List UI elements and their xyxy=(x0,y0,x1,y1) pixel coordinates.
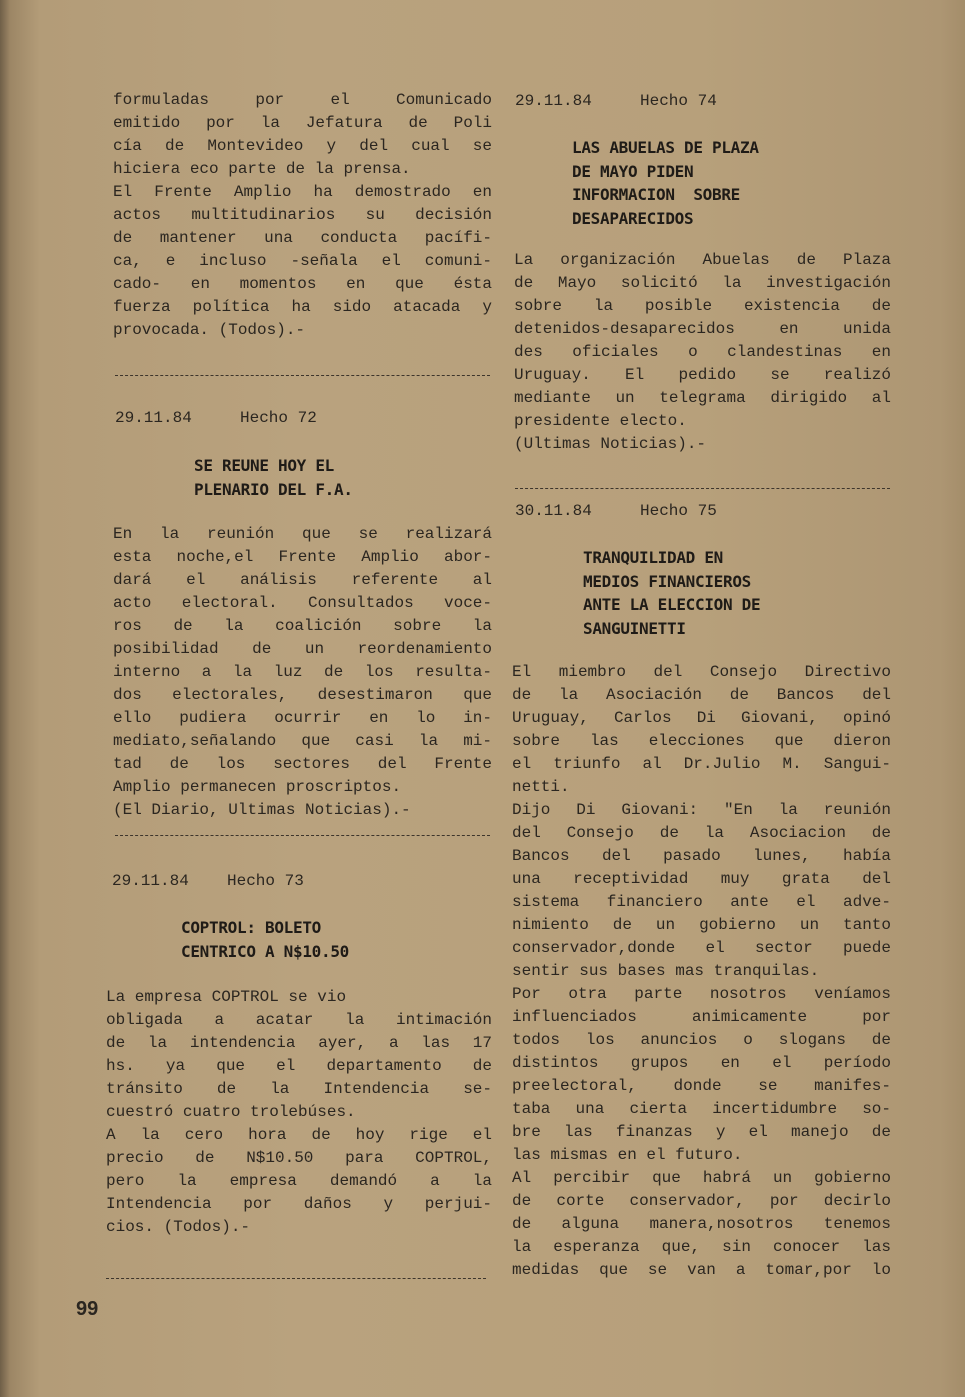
text-line: influenciados animicamente por xyxy=(512,1008,891,1026)
entry-label: Hecho 74 xyxy=(640,92,717,110)
entry-date: 29.11.84 xyxy=(112,872,189,890)
text-line: Dijo Di Giovani: "En la reunión xyxy=(512,801,891,819)
text-line: El Frente Amplio ha demostrado en xyxy=(113,183,492,201)
intro-paragraph xyxy=(113,89,492,342)
text-line: pero la empresa demandó a la xyxy=(106,1172,492,1190)
text-line: (Ultimas Noticias).- xyxy=(514,435,707,453)
entry-date: 30.11.84 xyxy=(515,502,592,520)
text-line: obligada a acatar la intimación xyxy=(106,1011,492,1029)
entry-label: Hecho 72 xyxy=(240,409,317,427)
title-line: DESAPARECIDOS xyxy=(572,208,694,228)
text-line: del Consejo de la Asociacion de xyxy=(512,824,891,842)
title-line: DE MAYO PIDEN xyxy=(572,161,694,181)
text-line: Bancos del pasado lunes, había xyxy=(512,847,891,865)
text-line: detenidos-desaparecidos en unida xyxy=(514,320,891,338)
text-line: En la reunión que se realizará xyxy=(113,525,492,543)
text-line: La organización Abuelas de Plaza xyxy=(514,251,891,269)
text-line: tránsito de la Intendencia se- xyxy=(106,1080,492,1098)
text-line: acto electoral. Consultados voce- xyxy=(113,594,492,612)
text-line: ros de la coalición sobre la xyxy=(113,617,492,635)
title-line: MEDIOS FINANCIEROS xyxy=(583,571,751,591)
text-line: A la cero hora de hoy rige el xyxy=(106,1126,492,1144)
title-line: COPTROL: BOLETO xyxy=(181,918,321,937)
text-line: mediato,señalando que casi la mi- xyxy=(113,732,492,750)
text-line: taba una cierta incertidumbre so- xyxy=(512,1100,891,1118)
entry-date: 29.11.84 xyxy=(115,409,192,427)
text-line: Uruguay. El pedido se realizó xyxy=(514,366,891,384)
text-line: una receptividad muy grata del xyxy=(512,870,891,888)
text-line: Uruguay, Carlos Di Giovani, opinó xyxy=(512,709,891,727)
text-line: medidas que se van a tomar,por lo xyxy=(512,1261,891,1279)
text-line: cios. (Todos).- xyxy=(106,1218,251,1236)
title-line: SANGUINETTI xyxy=(583,618,686,638)
text-line: de alguna manera,nosotros tenemos xyxy=(512,1215,891,1233)
entry-body xyxy=(512,661,891,1282)
entry-body xyxy=(514,249,891,456)
text-line: posibilidad de un reordenamiento xyxy=(113,640,492,658)
text-line: des oficiales o clandestinas en xyxy=(514,343,891,361)
text-line: actos multitudinarios su decisión xyxy=(113,206,492,224)
text-line: las mismas en el futuro. xyxy=(512,1146,743,1164)
text-line: hs. ya que el departamento de xyxy=(106,1057,492,1075)
title-line: PLENARIO DEL F.A. xyxy=(194,479,353,499)
entry-title xyxy=(583,546,760,640)
entry-body xyxy=(113,523,492,822)
divider xyxy=(106,1278,486,1279)
text-line: Por otra parte nosotros veníamos xyxy=(512,985,891,1003)
text-line: cado- en momentos en que ésta xyxy=(113,275,492,293)
text-line: La empresa COPTROL se vio xyxy=(106,988,347,1006)
text-line: emitido por la Jefatura de Poli xyxy=(113,114,492,132)
entry-label: Hecho 75 xyxy=(640,502,717,520)
title-line: TRANQUILIDAD EN xyxy=(583,548,723,567)
text-line: distintos grupos en el período xyxy=(512,1054,891,1072)
text-line: dos electorales, desestimaron que xyxy=(113,686,492,704)
text-line: hiciera eco parte de la prensa. xyxy=(113,160,411,178)
text-line: ello pudiera ocurrir en lo in- xyxy=(113,709,492,727)
text-line: Amplio permanecen proscriptos. xyxy=(113,778,402,796)
text-line: de la intendencia ayer, a las 17 xyxy=(106,1034,492,1052)
text-line: la esperanza que, sin conocer las xyxy=(512,1238,891,1256)
text-line: tad de los sectores del Frente xyxy=(113,755,492,773)
entry-title xyxy=(181,916,349,963)
title-line: ANTE LA ELECCION DE xyxy=(583,595,761,614)
text-line: sobre las elecciones que dieron xyxy=(512,732,891,750)
divider xyxy=(515,488,890,489)
text-line: el triunfo al Dr.Julio M. Sangui- xyxy=(512,755,891,773)
text-line: Al percibir que habrá un gobierno xyxy=(512,1169,891,1187)
text-line: esta noche,el Frente Amplio abor- xyxy=(113,548,492,566)
text-line: nimiento de un gobierno un tanto xyxy=(512,916,891,934)
entry-title xyxy=(194,454,353,501)
text-line: de Mayo solicitó la investigación xyxy=(514,274,891,292)
text-line: provocada. (Todos).- xyxy=(113,321,306,339)
text-line: fuerza política ha sido atacada y xyxy=(113,298,492,316)
text-line: preelectoral, donde se manifes- xyxy=(512,1077,891,1095)
text-line: interno a la luz de los resulta- xyxy=(113,663,492,681)
text-line: El miembro del Consejo Directivo xyxy=(512,663,891,681)
text-line: sobre la posible existencia de xyxy=(514,297,891,315)
divider xyxy=(115,835,490,836)
text-line: (El Diario, Ultimas Noticias).- xyxy=(113,801,411,819)
text-line: conservador,donde el sector puede xyxy=(512,939,891,957)
text-line: formuladas por el Comunicado xyxy=(113,91,492,109)
text-line: de la Asociación de Bancos del xyxy=(512,686,891,704)
text-line: sistema financiero ante el adve- xyxy=(512,893,891,911)
text-line: bre las finanzas y el manejo de xyxy=(512,1123,891,1141)
text-line: precio de N$10.50 para COPTROL, xyxy=(106,1149,492,1167)
entry-title xyxy=(572,136,759,230)
text-line: Intendencia por daños y perjui- xyxy=(106,1195,492,1213)
text-line: netti. xyxy=(512,778,570,796)
title-line: INFORMACION SOBRE xyxy=(572,185,740,204)
text-line: sentir sus bases mas tranquilas. xyxy=(512,962,820,980)
text-line: ca, e incluso -señala el comuni- xyxy=(113,252,492,270)
divider xyxy=(115,375,490,376)
text-line: de mantener una conducta pacífi- xyxy=(113,229,492,247)
text-line: presidente electo. xyxy=(514,412,687,430)
entry-label: Hecho 73 xyxy=(227,872,304,890)
title-line: LAS ABUELAS DE PLAZA xyxy=(572,138,759,157)
title-line: SE REUNE HOY EL xyxy=(194,456,334,475)
entry-body xyxy=(106,986,492,1239)
title-line: CENTRICO A N$10.50 xyxy=(181,941,349,961)
text-line: todos los anuncios o slogans de xyxy=(512,1031,891,1049)
page-number: 99 xyxy=(76,1298,99,1320)
text-line: cía de Montevideo y del cual se xyxy=(113,137,492,155)
text-line: de corte conservador, por decirlo xyxy=(512,1192,891,1210)
entry-date: 29.11.84 xyxy=(515,92,592,110)
text-line: dará el análisis referente al xyxy=(113,571,492,589)
text-line: cuestró cuatro trolebúses. xyxy=(106,1103,356,1121)
text-line: mediante un telegrama dirigido al xyxy=(514,389,891,407)
